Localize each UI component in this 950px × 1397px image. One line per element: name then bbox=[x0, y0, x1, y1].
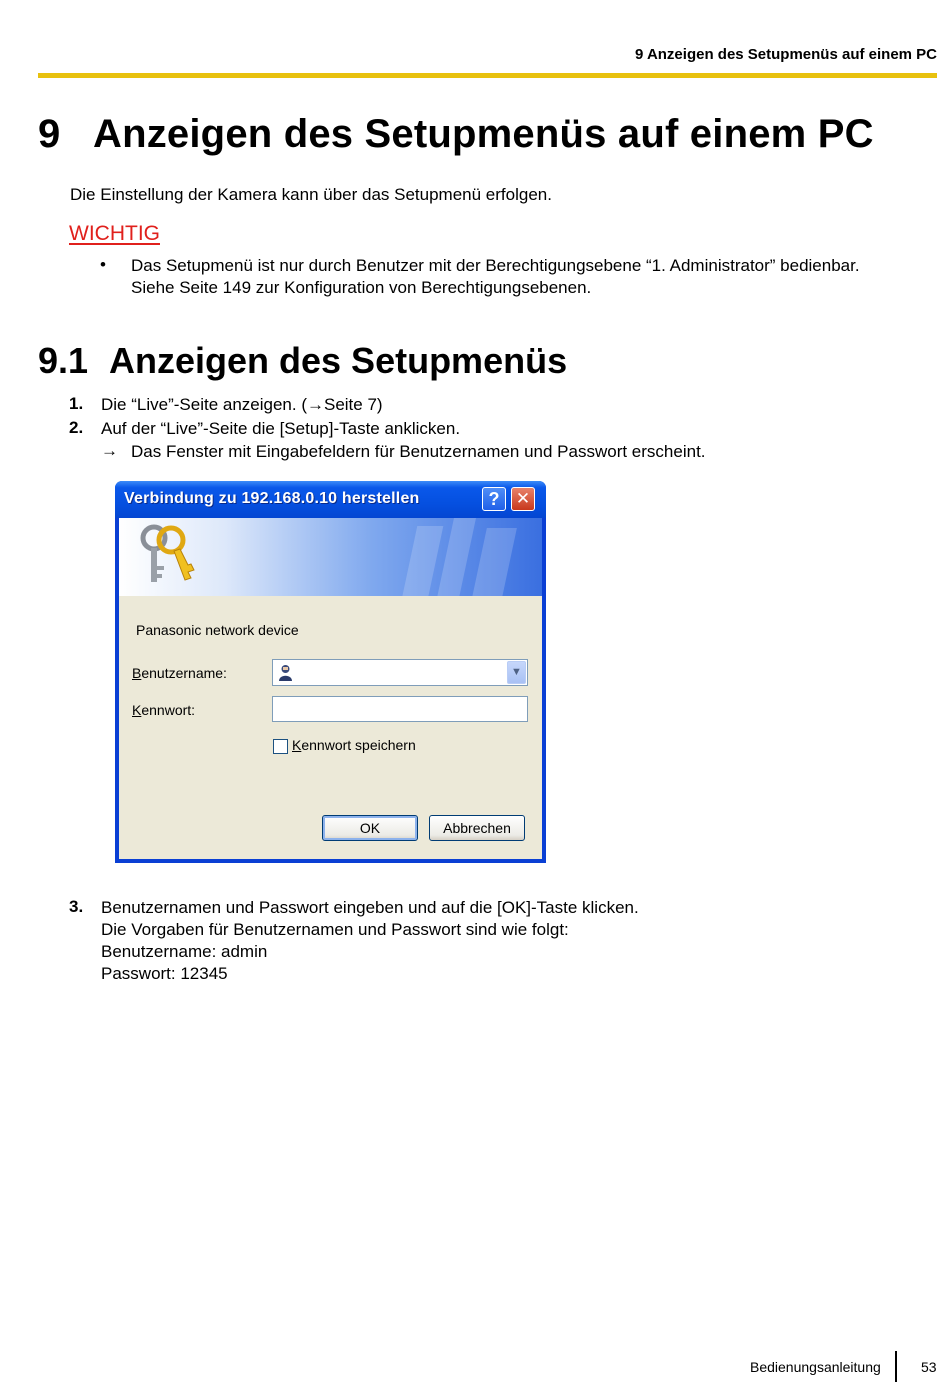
chapter-title bbox=[38, 112, 874, 157]
close-button[interactable]: ✕ bbox=[511, 487, 535, 511]
header-rule bbox=[38, 73, 937, 78]
dialog-body bbox=[119, 596, 542, 859]
chevron-down-icon[interactable]: ▼ bbox=[507, 661, 526, 684]
step-text: Auf der “Live”-Seite die [Setup]-Taste anklicken. bbox=[101, 419, 461, 438]
username-label bbox=[132, 665, 227, 681]
username-label-key: B bbox=[132, 665, 142, 681]
keys-icon bbox=[119, 518, 542, 596]
step-number: 1. bbox=[69, 394, 84, 413]
notice-text bbox=[131, 255, 860, 299]
running-header: 9 Anzeigen des Setupmenüs auf einem PC bbox=[634, 46, 937, 63]
result-text: Das Fenster mit Eingabefeldern für Benutzernamen und Passwort erscheint. bbox=[131, 442, 706, 461]
notice-label: WICHTIG bbox=[69, 222, 160, 245]
intro-paragraph: Die Einstellung der Kamera kann über das Setupmenü erfolgen. bbox=[70, 185, 552, 204]
footer-label: Bedienungsanleitung bbox=[750, 1359, 881, 1375]
login-dialog bbox=[115, 481, 546, 863]
remember-password-checkbox[interactable] bbox=[273, 739, 288, 754]
dialog-banner bbox=[119, 518, 542, 596]
section-number: 9.1 bbox=[38, 340, 89, 381]
ok-button[interactable]: OK bbox=[322, 815, 418, 841]
step-3-line-1: Benutzernamen und Passwort eingeben und auf die [OK]-Taste klicken. bbox=[101, 898, 639, 917]
chapter-number: 9 bbox=[38, 112, 61, 156]
step-3-line-4: Passwort: 12345 bbox=[101, 964, 228, 983]
password-label-rest: ennwort: bbox=[141, 702, 196, 718]
username-label-rest: enutzername: bbox=[141, 665, 227, 681]
result-arrow-icon: → bbox=[101, 441, 118, 460]
section-title-text: Anzeigen des Setupmenüs bbox=[109, 340, 568, 381]
footer-divider bbox=[895, 1351, 897, 1382]
bullet-icon: • bbox=[100, 255, 106, 274]
dialog-titlebar[interactable] bbox=[115, 481, 546, 518]
section-title bbox=[38, 340, 567, 382]
username-combobox[interactable] bbox=[272, 659, 528, 686]
password-input[interactable] bbox=[272, 696, 528, 722]
remember-password-label[interactable] bbox=[292, 737, 416, 753]
page-number: 53 bbox=[921, 1359, 937, 1375]
step-3-line-3: Benutzername: admin bbox=[101, 942, 268, 961]
notice-line-1: Das Setupmenü ist nur durch Benutzer mit der Berechtigungsebene “1. Administrator” bedienbar. bbox=[131, 256, 860, 275]
step-number: 3. bbox=[69, 897, 84, 916]
help-button[interactable]: ? bbox=[482, 487, 506, 511]
password-label-key: K bbox=[132, 702, 142, 718]
step-text: Die “Live”-Seite anzeigen. (→Seite 7) bbox=[101, 395, 383, 414]
step-number: 2. bbox=[69, 418, 84, 437]
remember-label-key: K bbox=[292, 737, 302, 753]
dialog-title: Verbindung zu 192.168.0.10 herstellen bbox=[124, 490, 420, 507]
remember-label-rest: ennwort speichern bbox=[301, 737, 416, 753]
step-text bbox=[101, 897, 639, 985]
cancel-button[interactable]: Abbrechen bbox=[429, 815, 525, 841]
step-3-line-2: Die Vorgaben für Benutzernamen und Passwort sind wie folgt: bbox=[101, 920, 569, 939]
notice-line-2: Siehe Seite 149 zur Konfiguration von Berechtigungsebenen. bbox=[131, 278, 592, 297]
chapter-title-text: Anzeigen des Setupmenüs auf einem PC bbox=[93, 112, 874, 156]
device-name: Panasonic network device bbox=[136, 622, 299, 638]
password-label bbox=[132, 702, 195, 718]
user-icon bbox=[278, 664, 293, 682]
